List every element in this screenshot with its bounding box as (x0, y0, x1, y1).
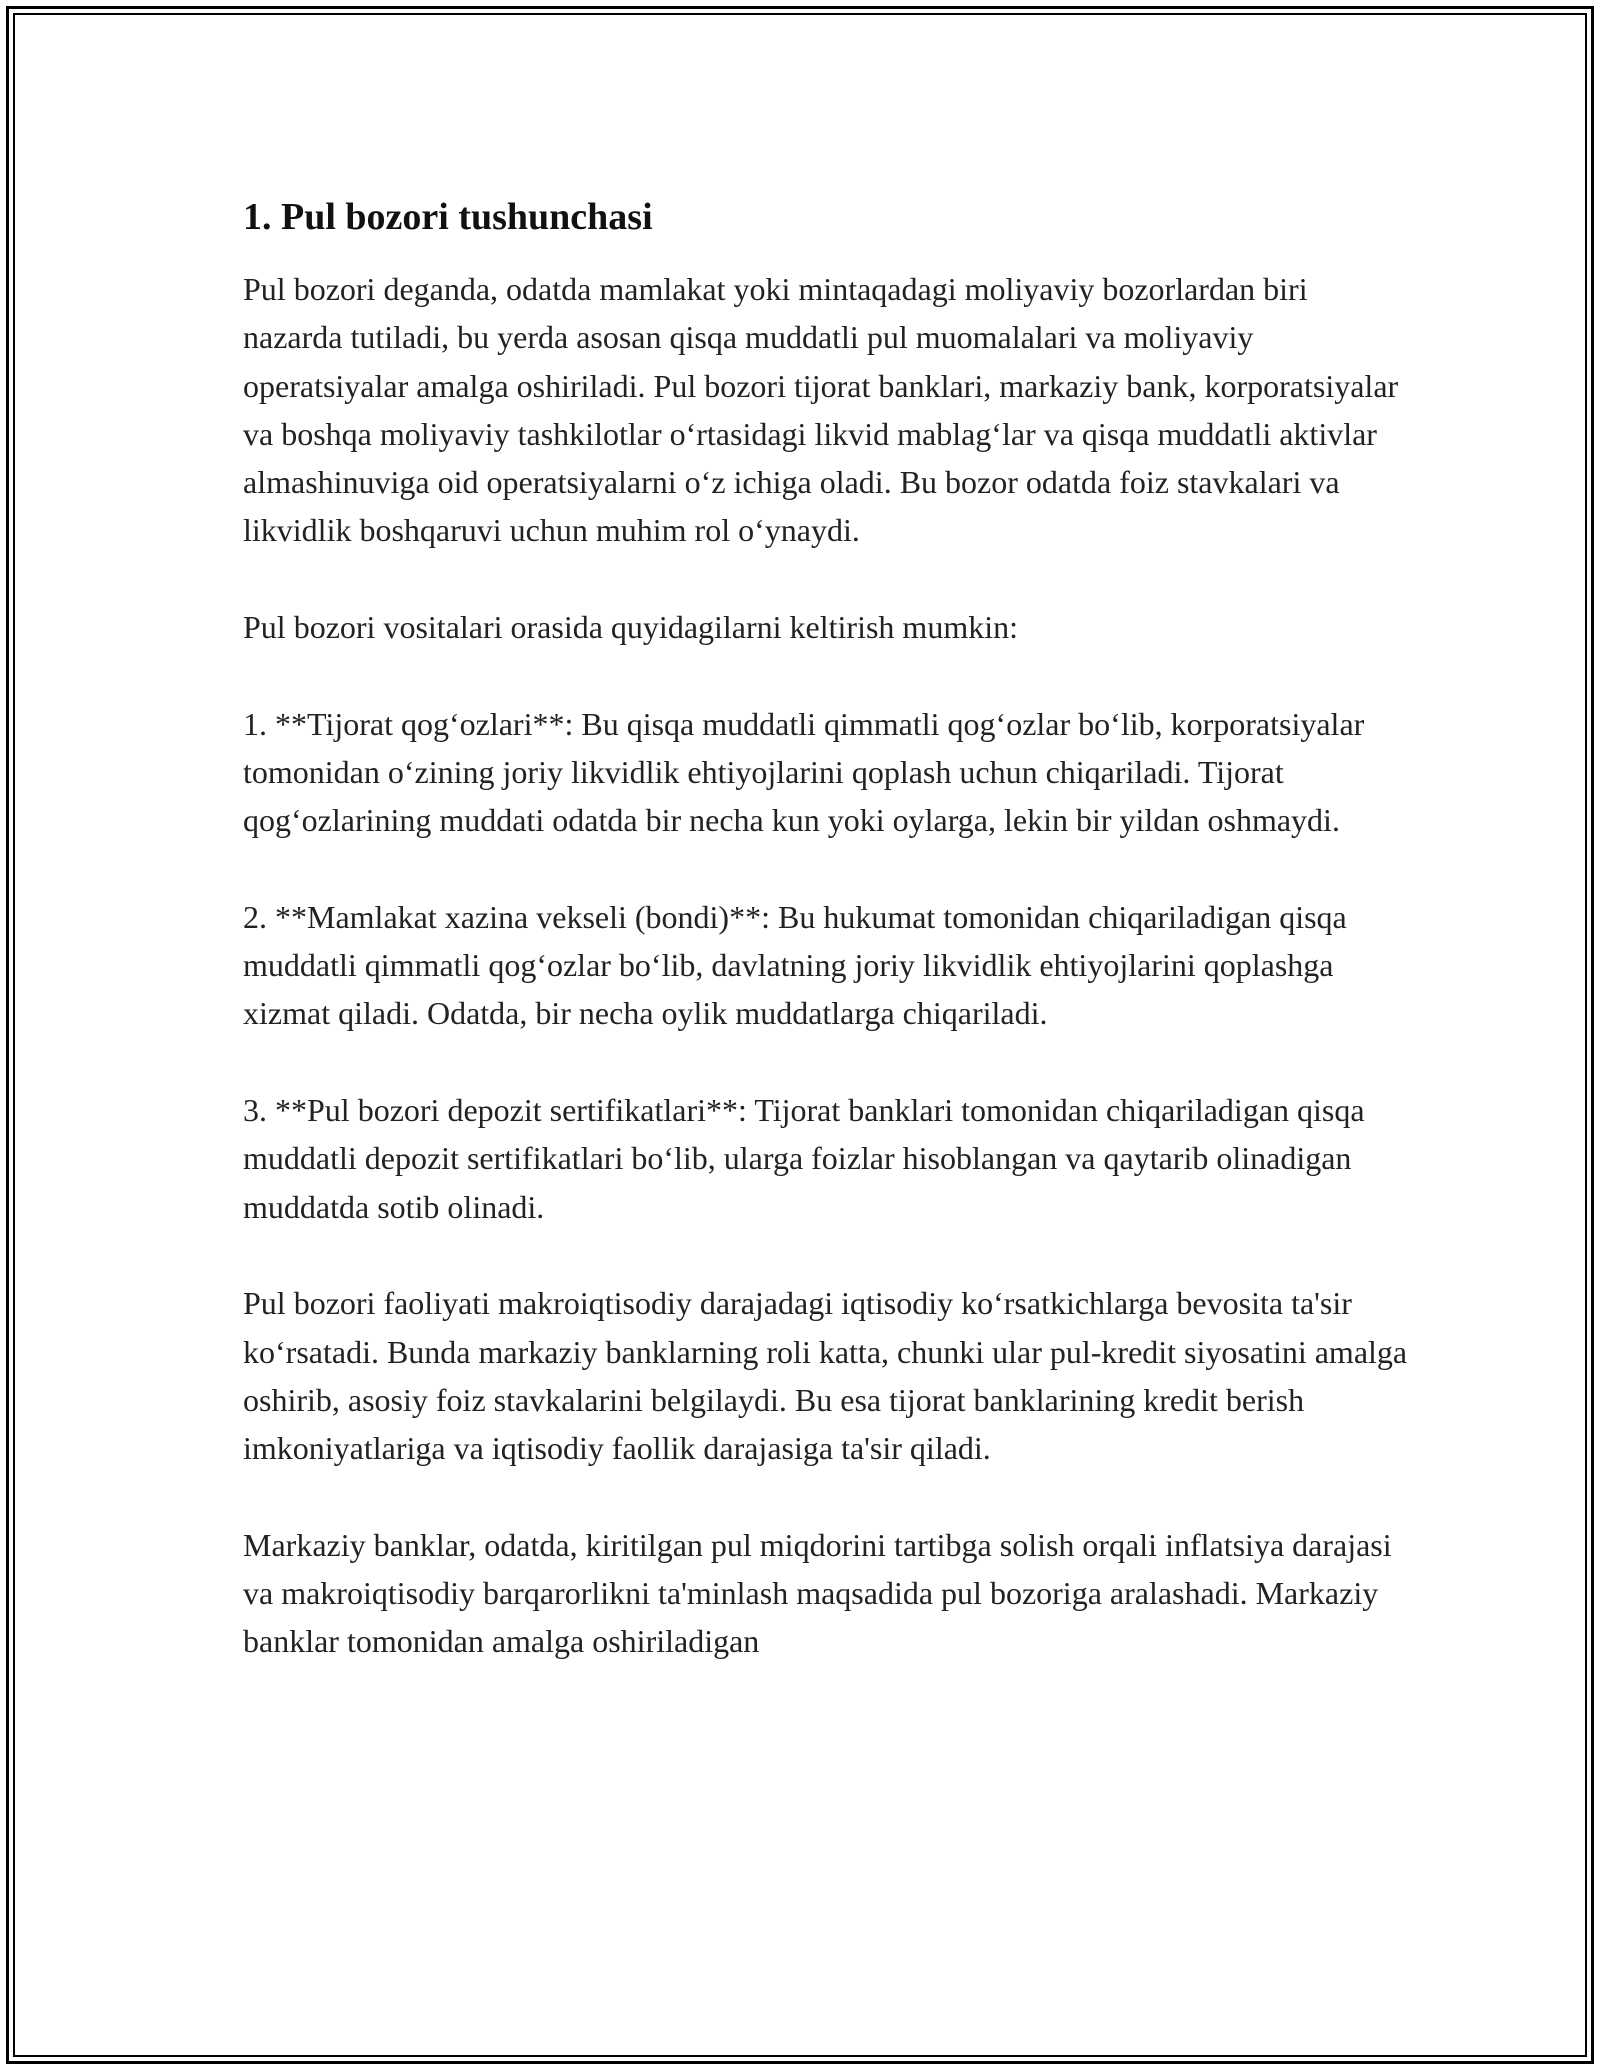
paragraph-macro-impact: Pul bozori faoliyati makroiqtisodiy darajadagi iqtisodiy ko‘rsatkichlarga bevosita ta'sir ko‘rsatadi. Bunda markaziy banklarning roli katta, chunki ular pul-kredit siyosatini amalga oshirib, asosiy foiz stavkalarini belgilaydi. Bu esa tijorat banklarining kredit berish imkoniyatlariga va iqtisodiy faollik darajasiga ta'sir qiladi. (243, 1285, 1408, 1467)
paragraph-central-banks: Markaziy banklar, odatda, kiritilgan pul miqdorini tartibga solish orqali inflatsiya darajasi va makroiqtisodiy barqarorlikni ta'minlash maqsadida pul bozoriga aralashadi. Markaziy banklar tomonidan amalga oshiriladigan (243, 1526, 1392, 1660)
list-item-commercial-paper: 1. **Tijorat qog‘ozlari**: Bu qisqa muddatli qimmatli qog‘ozlar bo‘lib, korporatsiyalar tomonidan o‘zining joriy likvidlik ehtiyojlarini qoplash uchun chiqariladi. Tijorat qog‘ozlarining muddati odatda bir necha kun yoki oylarga, lekin bir yildan oshmaydi. (243, 705, 1365, 839)
paragraph-instruments-lead: Pul bozori vositalari orasida quyidagilarni keltirish mumkin: (243, 609, 1018, 646)
page-border (6, 6, 1594, 2064)
paragraph-intro: Pul bozori deganda, odatda mamlakat yoki mintaqadagi moliyaviy bozorlardan biri nazarda tutiladi, bu yerda asosan qisqa muddatli pul muomalalari va moliyaviy operatsiyalar amalga oshiriladi. Pul bozori tijorat banklari, markaziy bank, korporatsiyalar va boshqa moliyaviy tashkilotlar o‘rtasidagi likvid mablag‘lar va qisqa muddatli aktivlar almashinuviga oid operatsiyalarni o‘z ichiga oladi. Bu bozor odatda foiz stavkalari va likvidlik boshqaruvi uchun muhim rol o‘ynaydi. (243, 271, 1399, 549)
list-item-treasury-bill: 2. **Mamlakat xazina vekseli (bondi)**: Bu hukumat tomonidan chiqariladigan qisqa muddatli qimmatli qog‘ozlar bo‘lib, davlatning joriy likvidlik ehtiyojlarini qoplashga xizmat qiladi. Odatda, bir necha oylik muddatlarga chiqariladi. (243, 898, 1347, 1032)
list-item-deposit-certificates: 3. **Pul bozori depozit sertifikatlari**: Tijorat banklari tomonidan chiqariladigan qisqa muddatli depozit sertifikatlari bo‘lib, ularga foizlar hisoblangan va qaytarib olinadigan muddatda sotib olinadi. (243, 1092, 1365, 1225)
page-inner-border (13, 13, 1587, 2057)
section-heading: 1. Pul bozori tushunchasi (243, 196, 653, 238)
document-body (243, 193, 1408, 1666)
